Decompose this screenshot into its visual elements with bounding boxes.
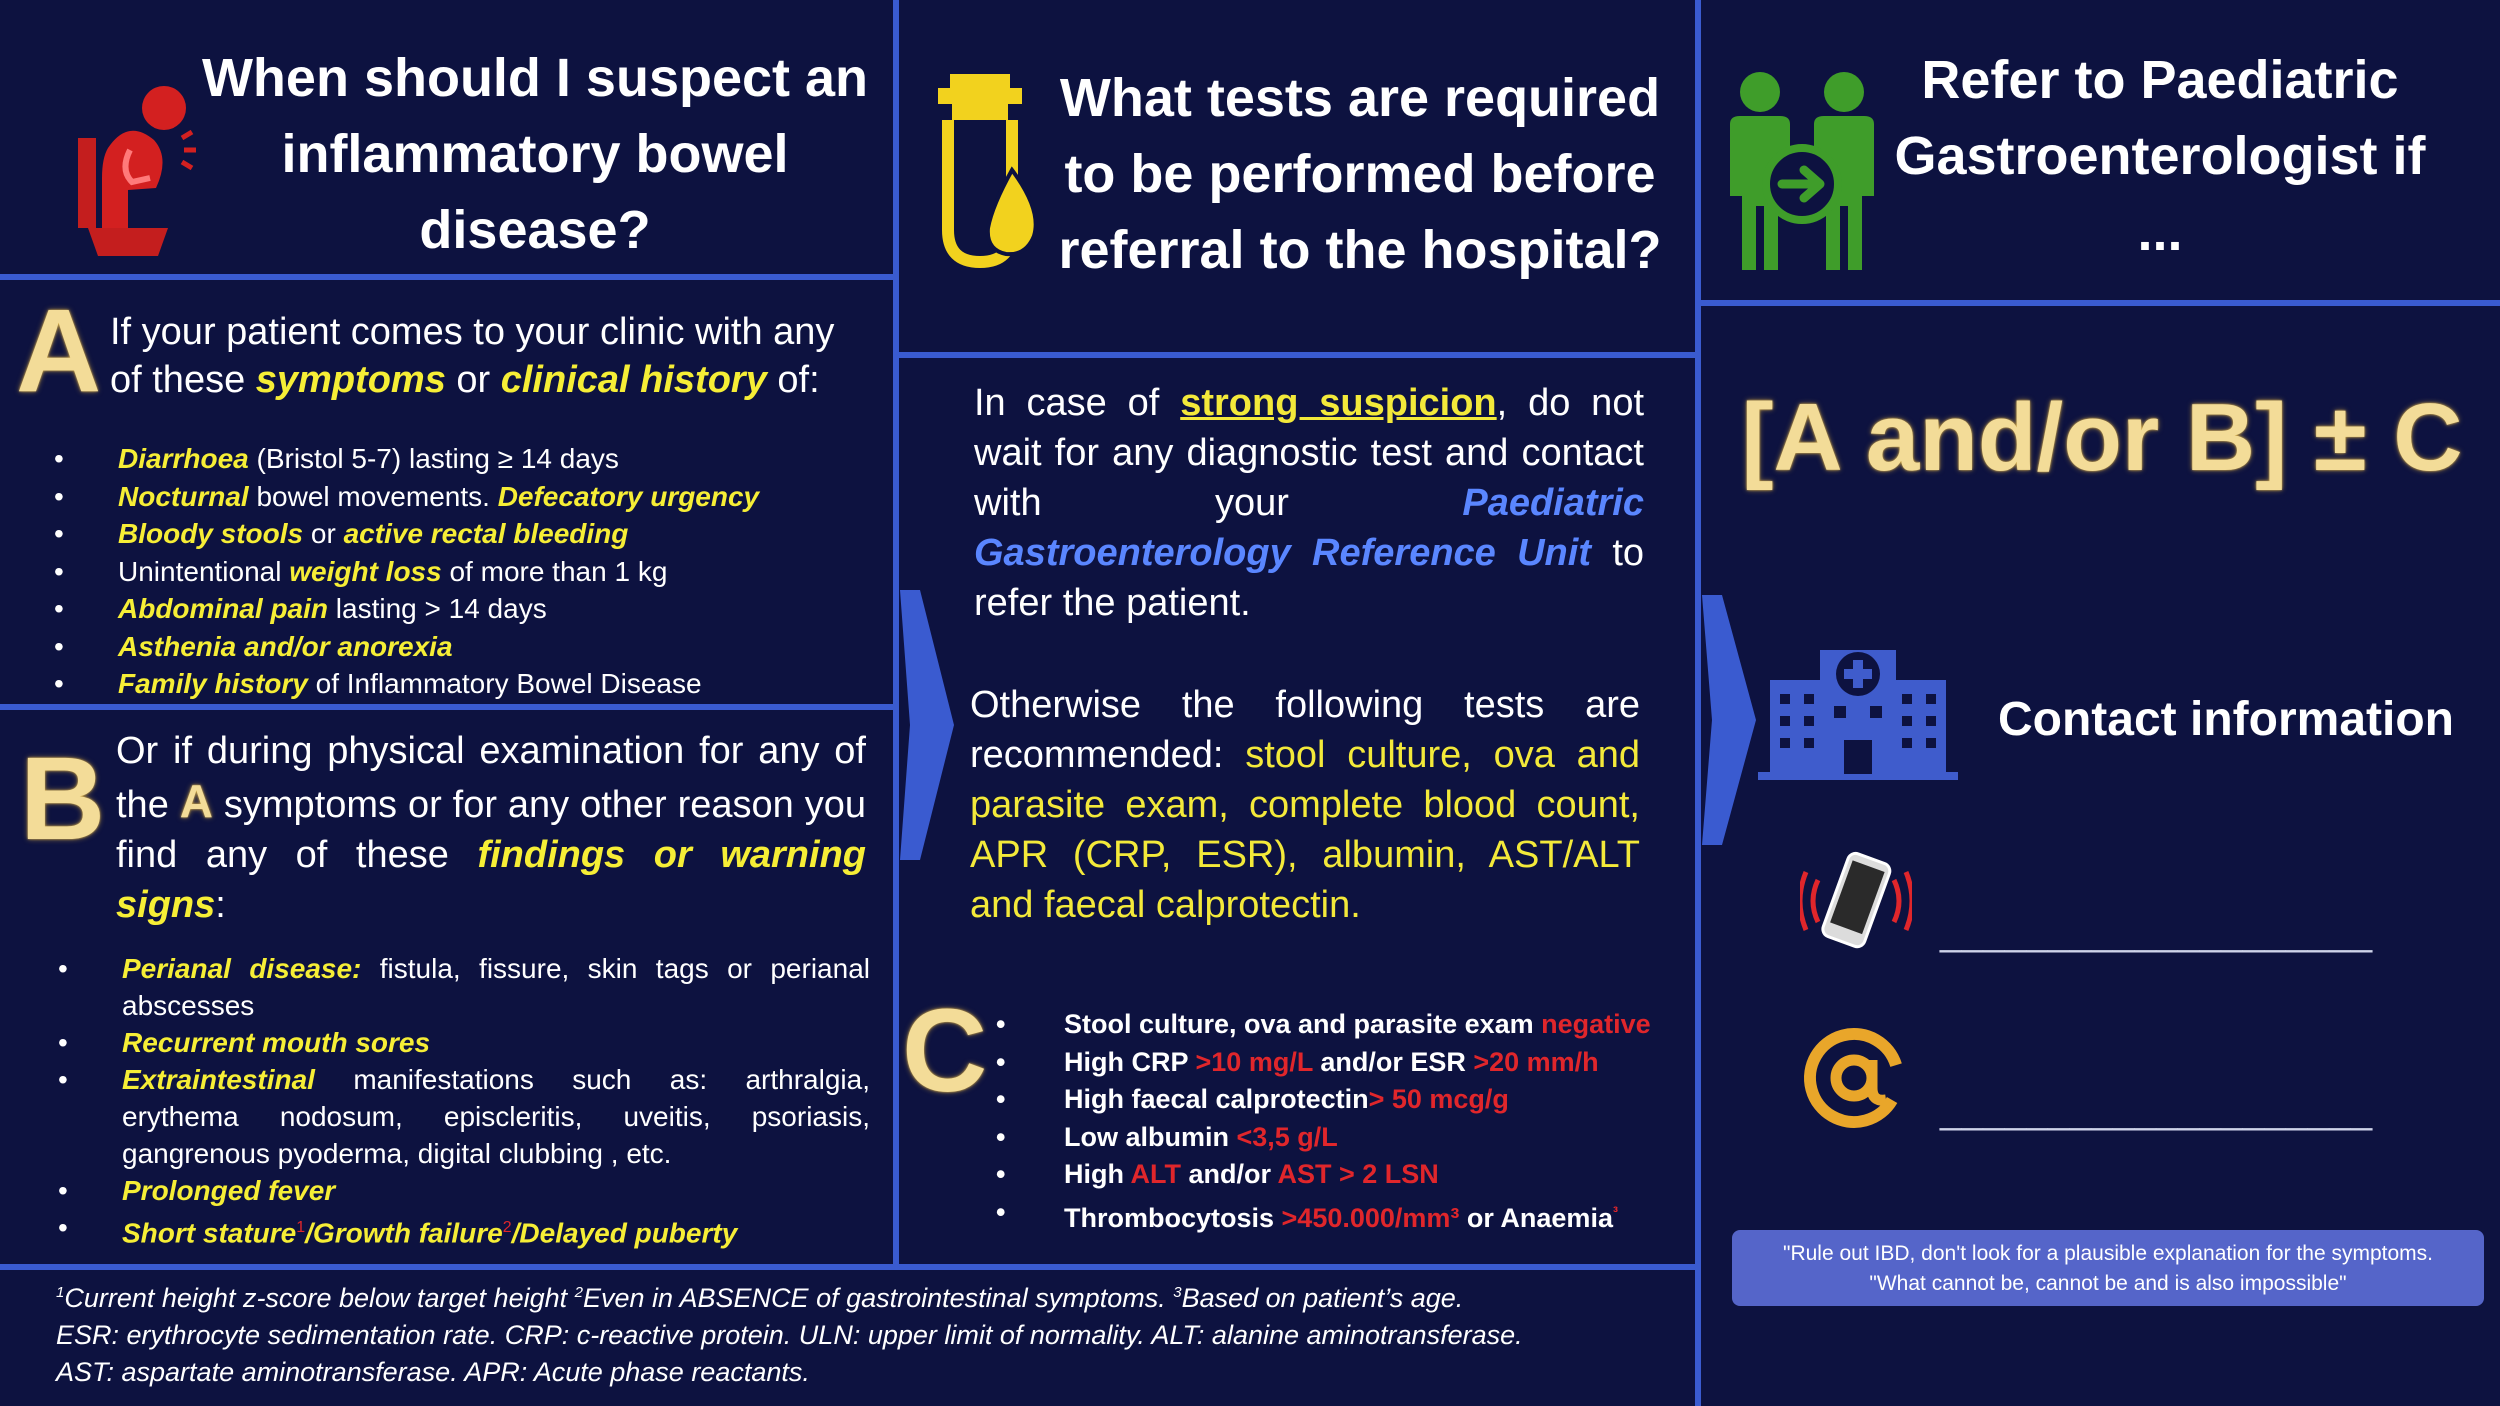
phone-icon: [1800, 850, 1912, 952]
col2-para-tests: Otherwise the following tests are recommended: stool culture, ova and parasite exam, complete blood count, APR (CRP, ESR), albumin, AST/ALT and faecal calprotectin.: [970, 684, 1640, 926]
divider-col3-title: [1701, 300, 2500, 306]
list-item: • Extraintestinal manifestations such as: arthralgia, erythema nodosum, episcleritis, uveitis, psoriasis, gangrenous pyoderma, digital clubbing , etc.: [58, 1061, 870, 1172]
blood-test-tube-icon: [930, 70, 1050, 270]
section-c-list: [996, 1006, 1696, 1237]
section-b-list: [58, 950, 870, 1251]
list-item: • Nocturnal bowel movements. Defecatory urgency: [54, 478, 874, 516]
list-item: • Bloody stools or active rectal bleeding: [54, 515, 874, 553]
list-item: • Perianal disease: fistula, fissure, skin tags or perianal abscesses: [58, 950, 870, 1024]
contact-info-label: Contact information: [1998, 693, 2454, 746]
col3-title: Refer to Paediatric Gastroenterologist if ...: [1894, 50, 2426, 262]
arrow-right-icon: [1702, 595, 1758, 845]
list-item: • Family history of Inflammatory Bowel Disease: [54, 665, 874, 703]
list-item: • Short stature$^1$/Growth failure$^2$/Delayed puberty: [58, 1209, 870, 1251]
list-item: • Abdominal pain lasting > 14 days: [54, 590, 874, 628]
list-item: • Asthenia and/or anorexia: [54, 628, 874, 666]
letter-b: B: [20, 733, 106, 865]
quote-line-1: "Rule out IBD, don't look for a plausible explanation for the symptoms.: [1783, 1242, 2433, 1265]
footnote-line-3: AST: aspartate aminotransferase. APR: Acute phase reactants.: [56, 1357, 810, 1387]
list-item: • Unintentional weight loss of more than 1 kg: [54, 553, 874, 591]
formula: [A and/or B] ± C: [1741, 384, 2463, 491]
section-a-intro: If your patient comes to your clinic with any of these symptoms or clinical history of:: [110, 311, 835, 401]
doctors-refer-icon: [1712, 66, 1892, 272]
list-item: • Prolonged fever: [58, 1172, 870, 1209]
phone-blank: ____________________: [1940, 912, 2373, 954]
quote-box: [1732, 1230, 2484, 1306]
footnotes: [56, 1274, 1676, 1391]
list-item: • High CRP >10 mg/L and/or ESR >20 mm/h: [996, 1044, 1696, 1082]
quote-line-2: "What cannot be, cannot be and is also impossible": [1869, 1272, 2347, 1295]
list-item: • Recurrent mouth sores: [58, 1024, 870, 1061]
section-a-list: [54, 440, 874, 703]
patient-toilet-icon: [58, 78, 198, 258]
divider-footer: [0, 1264, 1695, 1270]
divider-col1-title: [0, 274, 893, 280]
section-b-intro: Or if during physical examination for any of the A symptoms or for any other reason you find any of these findings or warning signs:: [116, 730, 866, 926]
list-item: • Stool culture, ova and parasite exam negative: [996, 1006, 1696, 1044]
list-item: • High faecal calprotectin> 50 mcg/g: [996, 1081, 1696, 1119]
footnote-line-1: $^1$Current height z-score below target height $^2$Even in ABSENCE of gastrointestinal symptoms. $^3$Based on patient’s age.: [56, 1283, 1464, 1313]
footnote-line-2: ESR: erythrocyte sedimentation rate. CRP: c-reactive protein. ULN: upper limit of normality. ALT: alanine aminotransferase.: [56, 1320, 1523, 1350]
list-item: • Diarrhoea (Bristol 5-7) lasting ≥ 14 days: [54, 440, 874, 478]
divider-col2-title: [899, 352, 1695, 358]
list-item: • High ALT and/or AST > 2 LSN: [996, 1156, 1696, 1194]
hospital-icon: [1758, 640, 1958, 780]
divider-col1-ab: [0, 704, 893, 710]
list-item: • Low albumin <3,5 g/L: [996, 1119, 1696, 1157]
col1-title: When should I suspect an inflammatory bowel disease?: [201, 48, 869, 260]
email-blank: ____________________: [1940, 1090, 2373, 1132]
letter-a: A: [16, 285, 102, 417]
at-sign-icon: [1800, 1024, 1908, 1132]
letter-c: C: [902, 985, 988, 1117]
col2-title: What tests are required to be performed before referral to the hospital?: [1058, 68, 1662, 280]
arrow-right-icon: [900, 590, 956, 860]
divider-col1-right: [893, 0, 899, 1270]
col2-para-suspicion: In case of strong suspicion, do not wait for any diagnostic test and contact with your Paediatric Gastroenterology Reference Unit to refer the patient.: [974, 382, 1645, 624]
list-item: • Thrombocytosis >450.000/mm³ or Anaemia$^{^3}$: [996, 1194, 1696, 1238]
